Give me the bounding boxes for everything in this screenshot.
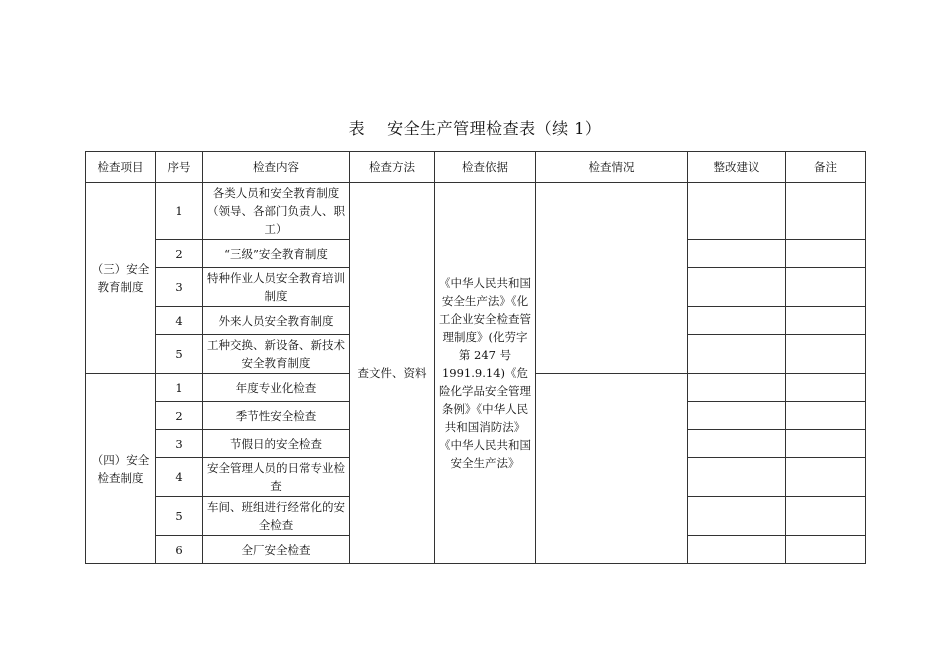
row-content: 节假日的安全检查 bbox=[203, 430, 350, 458]
row-number: 3 bbox=[156, 268, 203, 307]
suggestion-cell[interactable] bbox=[688, 374, 786, 402]
suggestion-cell[interactable] bbox=[688, 240, 786, 268]
method-cell: 查文件、资料 bbox=[350, 183, 435, 564]
header-suggestion: 整改建议 bbox=[688, 152, 786, 183]
row-number: 6 bbox=[156, 536, 203, 564]
row-content: 季节性安全检查 bbox=[203, 402, 350, 430]
suggestion-cell[interactable] bbox=[688, 307, 786, 335]
inspection-table bbox=[85, 151, 866, 564]
suggestion-cell[interactable] bbox=[688, 458, 786, 497]
header-row bbox=[86, 152, 866, 183]
suggestion-cell[interactable] bbox=[688, 402, 786, 430]
row-content: 安全管理人员的日常专业检查 bbox=[203, 458, 350, 497]
suggestion-cell[interactable] bbox=[688, 430, 786, 458]
suggestion-cell[interactable] bbox=[688, 183, 786, 240]
remark-cell[interactable] bbox=[786, 183, 866, 240]
header-no: 序号 bbox=[156, 152, 203, 183]
group-item-cell: （三）安全教育制度 bbox=[86, 183, 156, 374]
suggestion-cell[interactable] bbox=[688, 335, 786, 374]
row-number: 4 bbox=[156, 458, 203, 497]
suggestion-cell[interactable] bbox=[688, 268, 786, 307]
remark-cell[interactable] bbox=[786, 402, 866, 430]
row-content: 外来人员安全教育制度 bbox=[203, 307, 350, 335]
basis-cell: 《中华人民共和国安全生产法》《化工企业安全检查管理制度》(化劳字第 247 号1991.9.14)《危险化学品安全管理条例》《中华人民共和国消防法》《中华人民共和国安全生产法》 bbox=[435, 183, 536, 564]
row-number: 2 bbox=[156, 402, 203, 430]
remark-cell[interactable] bbox=[786, 335, 866, 374]
row-number: 1 bbox=[156, 374, 203, 402]
group-item-cell: （四）安全检查制度 bbox=[86, 374, 156, 564]
row-number: 5 bbox=[156, 497, 203, 536]
remark-cell[interactable] bbox=[786, 536, 866, 564]
header-item: 检查项目 bbox=[86, 152, 156, 183]
remark-cell[interactable] bbox=[786, 430, 866, 458]
remark-cell[interactable] bbox=[786, 240, 866, 268]
title-text: 安全生产管理检查表（续 1） bbox=[387, 119, 602, 138]
header-remark: 备注 bbox=[786, 152, 866, 183]
page-title bbox=[0, 116, 950, 139]
remark-cell[interactable] bbox=[786, 497, 866, 536]
row-number: 2 bbox=[156, 240, 203, 268]
remark-cell[interactable] bbox=[786, 307, 866, 335]
suggestion-cell[interactable] bbox=[688, 536, 786, 564]
status-cell[interactable] bbox=[536, 183, 688, 374]
header-method: 检查方法 bbox=[350, 152, 435, 183]
row-content: 各类人员和安全教育制度（领导、各部门负责人、职工） bbox=[203, 183, 350, 240]
header-content: 检查内容 bbox=[203, 152, 350, 183]
row-number: 4 bbox=[156, 307, 203, 335]
row-content: “三级”安全教育制度 bbox=[203, 240, 350, 268]
row-content: 年度专业化检查 bbox=[203, 374, 350, 402]
row-content: 特种作业人员安全教育培训制度 bbox=[203, 268, 350, 307]
suggestion-cell[interactable] bbox=[688, 497, 786, 536]
row-content: 全厂安全检查 bbox=[203, 536, 350, 564]
row-content: 车间、班组进行经常化的安全检查 bbox=[203, 497, 350, 536]
remark-cell[interactable] bbox=[786, 268, 866, 307]
row-number: 5 bbox=[156, 335, 203, 374]
row-number: 1 bbox=[156, 183, 203, 240]
row-content: 工种交换、新设备、新技术安全教育制度 bbox=[203, 335, 350, 374]
remark-cell[interactable] bbox=[786, 458, 866, 497]
table-row bbox=[86, 183, 866, 240]
row-number: 3 bbox=[156, 430, 203, 458]
header-basis: 检查依据 bbox=[435, 152, 536, 183]
status-cell[interactable] bbox=[536, 374, 688, 564]
title-prefix: 表 bbox=[348, 119, 366, 138]
remark-cell[interactable] bbox=[786, 374, 866, 402]
header-status: 检查情况 bbox=[536, 152, 688, 183]
